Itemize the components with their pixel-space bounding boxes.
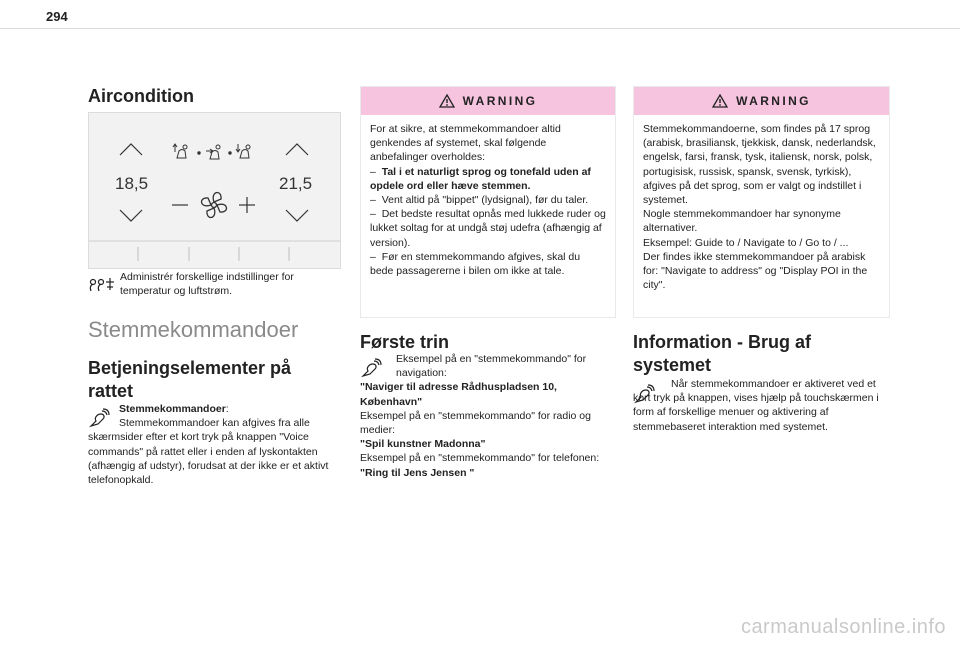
- right-temperature: 21,5: [279, 174, 313, 193]
- first-steps-content: [360, 352, 614, 480]
- warning-item: – Tal i et naturligt sprog og tonefald uden af opdele ord eller hæve stemmen.: [370, 165, 591, 192]
- warning-header: [361, 87, 615, 115]
- warning-label: WARNING: [462, 94, 538, 108]
- warning-example-text: Eksempel: Guide to / Navigate to / Go to / ...: [643, 236, 849, 249]
- example-phone-command: "Ring til Jens Jensen ": [360, 466, 475, 479]
- header-divider: [0, 28, 960, 29]
- warning-arabic-text: Der findes ikke stemmekommandoer på arabisk for: "Navigate to address" og "Display POI in the city".: [643, 250, 868, 292]
- warning-triangle-icon: [439, 94, 455, 108]
- heading-betjeningselementer: Betjeningselementer på rattet: [88, 358, 292, 401]
- voice-command-label: Stemmekommandoer: [119, 403, 226, 415]
- page-number: 294: [46, 9, 68, 24]
- warning-label: WARNING: [736, 94, 811, 108]
- climate-panel-drawing: [89, 113, 340, 268]
- warning-header: [634, 87, 889, 115]
- example-radio-command: "Spil kunstner Madonna": [360, 438, 486, 451]
- fan-icon: [202, 193, 227, 218]
- warning-intro: For at sikre, at stemmekommandoer altid genkendes af systemet, skal følgende anbefalinger overholdes:: [370, 123, 561, 164]
- voice-command-paragraph: [88, 402, 340, 487]
- left-temp-up-icon: [120, 144, 142, 155]
- warning-box-languages: [633, 86, 890, 318]
- airflow-mode-icons: [173, 144, 250, 159]
- warning-box-recommendations: [360, 86, 616, 318]
- climate-panel: [88, 112, 341, 269]
- right-temp-down-icon: [286, 210, 308, 221]
- example-phone: Eksempel på en "stemmekommando" for telefonen:: [360, 452, 600, 465]
- heading-forste-trin: Første trin: [360, 332, 450, 352]
- warning-triangle-icon: [712, 94, 728, 108]
- watermark: carmanualsonline.info: [740, 616, 946, 638]
- example-navigation-command: "Naviger til adresse Rådhuspladsen 10, København": [360, 381, 557, 408]
- right-temp-up-icon: [286, 144, 308, 155]
- climate-caption: Administrér forskellige indstillinger for temperatur og luftstrøm.: [120, 271, 294, 298]
- warning-item: – Før en stemmekommando afgives, skal du bede passagererne i bilen om ikke at tale.: [370, 250, 581, 278]
- section-title-aircondition: Aircondition: [88, 86, 194, 106]
- warning-body: [361, 115, 615, 278]
- heading-information: Information - Brug af systemet: [633, 332, 811, 375]
- voice-command-text: Stemmekommandoer kan afgives fra alle skærmsider efter et kort tryk på knappen "Voice commands" på rattet eller i enden af lyskontakten (afhængig af udstyr), forudsat at der ikke er et aktivt telefonopkald.: [88, 417, 329, 487]
- warning-languages-text: Stemmekommandoerne, som findes på 17 sprog (arabisk, brasiliansk, tjekkisk, dansk, nederlandsk, engelsk, farsi, fransk, tysk, italiensk, norsk, polsk, portugisisk, russisk, spansk, svensk, tyrkisk), afgives på det sprog, som er valgt og indstillet i systemet.: [643, 123, 876, 207]
- climate-settings-icon: [88, 276, 116, 294]
- warning-synonyms-text: Nogle stemmekommandoer har synonyme alternativer.: [643, 208, 841, 235]
- example-radio: Eksempel på en "stemmekommando" for radio og medier:: [360, 409, 591, 437]
- left-temperature: 18,5: [115, 174, 149, 193]
- voice-command-colon: :: [225, 403, 229, 415]
- information-paragraph: Når stemmekommandoer er aktiveret ved et kort tryk på knappen, vises hjælp på touchskærmen i form af forskellige menuer og aktivering af stemmebaseret interaktion med systemet.: [633, 378, 879, 433]
- warning-body: [634, 115, 889, 292]
- example-navigation: Eksempel på en "stemmekommando" for navigation:: [396, 353, 587, 380]
- heading-stemmekommandoer: Stemmekommandoer: [88, 317, 299, 342]
- left-temp-down-icon: [120, 210, 142, 221]
- warning-item: – Det bedste resultat opnås med lukkede ruder og lukket soltag for at undgå støj udefra (afhængig af version).: [370, 208, 606, 249]
- warning-item: – Vent altid på "bippet" (lydsignal), før du taler.: [370, 194, 589, 207]
